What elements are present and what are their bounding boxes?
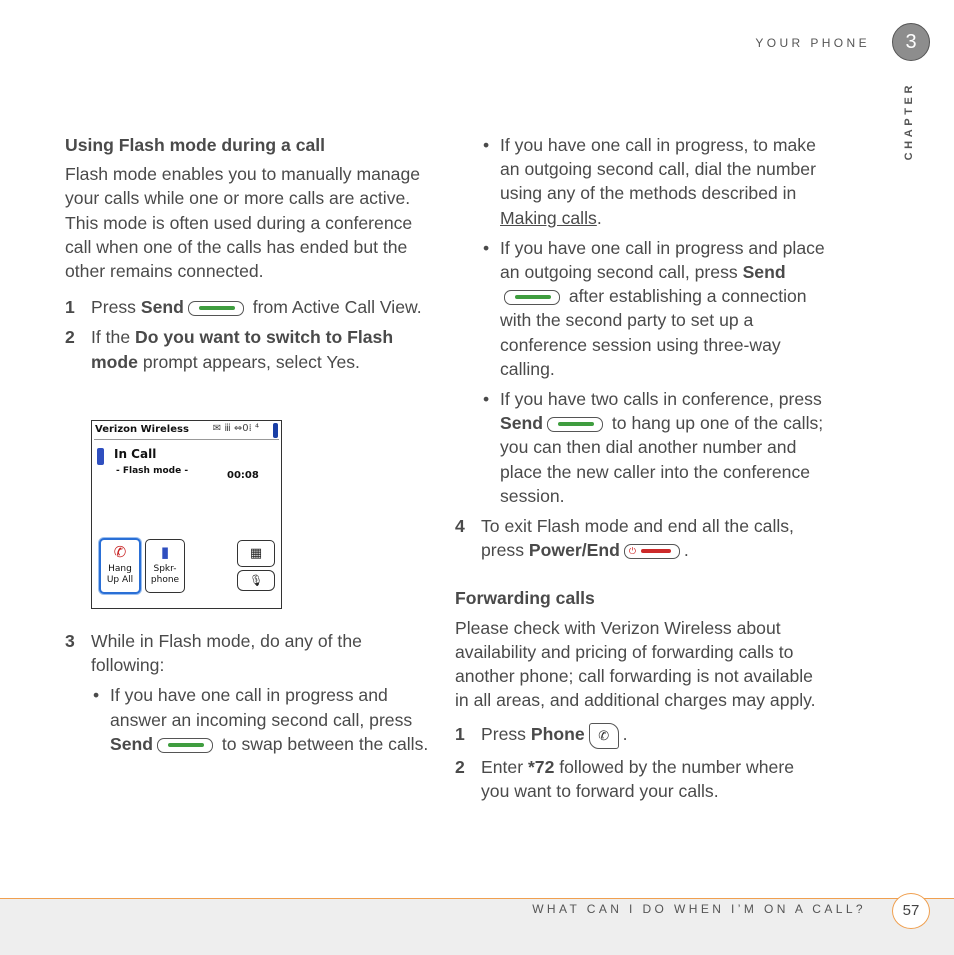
button-label: Spkr- bbox=[153, 564, 177, 574]
left-column bbox=[65, 133, 435, 374]
bullet-three-way-calling bbox=[481, 236, 827, 381]
phone-handset-icon bbox=[97, 448, 104, 465]
step-2 bbox=[65, 325, 435, 373]
chapter-number-badge: 3 bbox=[892, 23, 930, 61]
device-title: In Call bbox=[114, 447, 157, 461]
header-section-label: YOUR PHONE bbox=[755, 36, 870, 50]
device-screenshot bbox=[91, 420, 282, 609]
call-timer: 00:08 bbox=[227, 470, 259, 481]
key-name: Send bbox=[742, 262, 786, 283]
step-number: 2 bbox=[455, 756, 465, 777]
step-4 bbox=[455, 514, 827, 562]
step-number: 4 bbox=[455, 516, 465, 537]
bullet-dot: • bbox=[483, 389, 490, 410]
bullet-text: If you have one call in progress, to make an outgoing second call, dial the number using any of the methods described in bbox=[500, 135, 816, 204]
device-mode: - Flash mode - bbox=[116, 466, 189, 476]
button-label: phone bbox=[150, 575, 180, 585]
bullet-text: If you have one call in progress and place an outgoing second call, press bbox=[500, 237, 825, 283]
speaker-icon: ▮ bbox=[160, 543, 170, 561]
keypad-icon: ▦ bbox=[249, 546, 263, 561]
step-text: Press bbox=[91, 297, 141, 318]
send-key-icon bbox=[188, 301, 244, 316]
forward-code: *72 bbox=[527, 756, 555, 777]
right-column bbox=[455, 133, 827, 803]
footer-chapter-title: WHAT CAN I DO WHEN I’M ON A CALL? bbox=[532, 902, 866, 916]
microphone-icon: 🎙 bbox=[249, 574, 263, 587]
status-icons: ✉ ⅲ ⇔0⁞ ⁴ bbox=[212, 423, 259, 434]
bullet-outgoing-second-call bbox=[481, 133, 827, 230]
keypad-button[interactable] bbox=[237, 540, 275, 567]
bullet-text: after establishing a connection with the second party to set up a conference session using three-way calling. bbox=[500, 286, 807, 379]
step-text: prompt appears, select Yes. bbox=[137, 351, 360, 372]
speakerphone-button[interactable] bbox=[145, 539, 185, 593]
bullet-text: to swap between the calls. bbox=[217, 733, 429, 754]
step-text: followed by the number where you want to forward your calls. bbox=[481, 756, 794, 802]
bullet-text: If you have two calls in conference, press bbox=[500, 389, 822, 410]
bullet-hang-up-one bbox=[481, 387, 827, 508]
button-label: Up All bbox=[106, 575, 134, 585]
chapter-label: CHAPTER bbox=[903, 82, 915, 161]
key-name: Phone bbox=[530, 724, 585, 745]
bullet-dot: • bbox=[483, 237, 490, 258]
phone-key-icon: ✆ bbox=[589, 723, 619, 749]
power-end-key-icon: ⏻ bbox=[624, 544, 680, 559]
prompt-name: Do you want to switch to Flash mode bbox=[91, 327, 394, 372]
step-text: from Active Call View. bbox=[247, 297, 422, 318]
forward-step-2 bbox=[455, 755, 827, 803]
send-key-icon bbox=[504, 290, 560, 305]
key-name: Send bbox=[140, 297, 184, 318]
hang-up-all-button[interactable] bbox=[99, 538, 141, 594]
section-heading-flash-mode: Using Flash mode during a call bbox=[65, 135, 326, 155]
key-name: Send bbox=[110, 733, 154, 754]
section-heading-forwarding: Forwarding calls bbox=[455, 588, 595, 609]
bullet-text: If you have one call in progress and answer an incoming second call, press bbox=[110, 685, 413, 730]
flash-mode-intro: Flash mode enables you to manually manage your calls while one or more calls are active. This mode is often used during a conference call when one of the calls has ended but the other remains connected. bbox=[65, 164, 421, 282]
device-status-bar bbox=[94, 423, 279, 440]
step-text: To exit Flash mode and end all the calls, press bbox=[481, 516, 794, 561]
hang-up-icon: ✆ bbox=[113, 543, 127, 561]
step-1 bbox=[65, 295, 435, 319]
key-name: Power/End bbox=[528, 540, 620, 561]
mute-button[interactable] bbox=[237, 570, 275, 591]
step-text: . bbox=[683, 540, 689, 561]
step-number: 1 bbox=[65, 297, 75, 318]
step-text: Enter bbox=[481, 756, 528, 777]
step-text: If the bbox=[91, 327, 136, 348]
button-label: Hang bbox=[108, 564, 132, 574]
bullet-swap-calls bbox=[91, 683, 435, 756]
step-number: 3 bbox=[65, 631, 75, 651]
making-calls-link[interactable]: Making calls bbox=[500, 207, 597, 228]
step-text: Press bbox=[481, 724, 531, 745]
forwarding-intro: Please check with Verizon Wireless about availability and pricing of forwarding calls to another phone; call forwarding is not available in all areas, and additional charges may apply. bbox=[455, 617, 816, 711]
bullet-dot: • bbox=[93, 685, 100, 706]
device-carrier: Verizon Wireless bbox=[95, 424, 189, 435]
bullet-text: to hang up one of the calls; you can then dial another number and place the new caller into the conference session. bbox=[500, 413, 824, 506]
left-column-lower bbox=[65, 629, 435, 756]
step-number: 2 bbox=[65, 327, 75, 348]
send-key-icon bbox=[157, 738, 213, 753]
step-text: While in Flash mode, do any of the following: bbox=[91, 631, 362, 676]
step-3 bbox=[65, 629, 435, 677]
chapter-label-wrap bbox=[903, 82, 921, 164]
battery-icon bbox=[273, 423, 278, 438]
key-name: Send bbox=[500, 413, 544, 434]
step-number: 1 bbox=[455, 724, 465, 745]
bullet-text: . bbox=[596, 207, 602, 228]
page-number: 57 bbox=[892, 893, 930, 929]
send-key-icon bbox=[547, 417, 603, 432]
bullet-dot: • bbox=[483, 135, 490, 155]
step-text: . bbox=[622, 724, 628, 745]
forward-step-1 bbox=[455, 722, 827, 748]
